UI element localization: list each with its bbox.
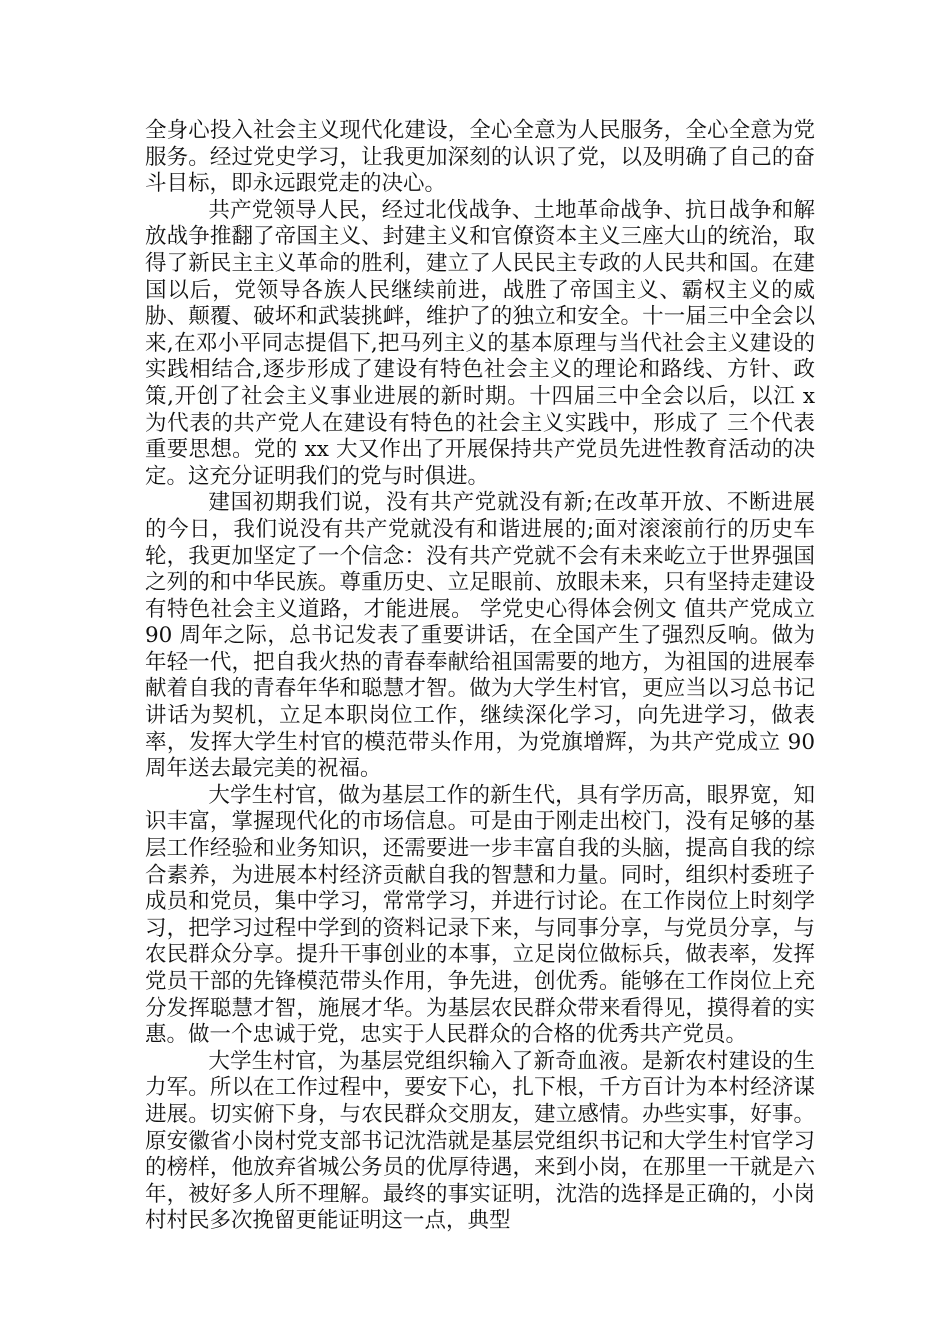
paragraph-2: 共产党领导人民，经过北伐战争、土地革命战争、抗日战争和解放战争推翻了帝国主义、封建主义和官僚资本主义三座大山的统治，取得了新民主主义革命的胜利，建立了人民民主专政的人民共和国。在建国以后，党领导各族人民继续前进，战胜了帝国主义、霸权主义的威胁、颠覆、破坏和武装挑衅，维护了的独立和安全。十一届三中全会以来,在邓小平同志提倡下,把马列主义的基本原理与当代社会主义建设的实践相结合,逐步形成了建设有特色社会主义的理论和路线、方针、政策,开创了社会主义事业进展的新时期。十四届三中全会以后，以江 x 为代表的共产党人在建设有特色的社会主义实践中，形成了 三个代表 重要思想。党的 xx 大又作出了开展保持共产党员先进性教育活动的决定。这充分证明我们的党与时俱进。 bbox=[145, 197, 815, 489]
paragraph-5: 大学生村官，为基层党组织输入了新奇血液。是新农村建设的生力军。所以在工作过程中，要安下心，扎下根，千方百计为本村经济谋进展。切实俯下身，与农民群众交朋友，建立感情。办些实事，好事。原安徽省小岗村党支部书记沈浩就是基层党组织书记和大学生村官学习的榜样，他放弃省城公务员的优厚待遇，来到小岗，在那里一干就是六年，被好多人所不理解。最终的事实证明，沈浩的选择是正确的，小岗村村民多次挽留更能证明这一点，典型 bbox=[145, 1048, 815, 1234]
paragraph-4: 大学生村官，做为基层工作的新生代，具有学历高，眼界宽，知识丰富，掌握现代化的市场信息。可是由于刚走出校门，没有足够的基层工作经验和业务知识，还需要进一步丰富自我的头脑，提高自我的综合素养，为进展本村经济贡献自我的智慧和力量。同时，组织村委班子成员和党员，集中学习，常常学习，并进行讨论。在工作岗位上时刻学习，把学习过程中学到的资料记录下来，与同事分享，与党员分享，与农民群众分享。提升干事创业的本事，立足岗位做标兵，做表率，发挥党员干部的先锋模范带头作用，争先进，创优秀。能够在工作岗位上充分发挥聪慧才智，施展才华。为基层农民群众带来看得见，摸得着的实惠。做一个忠诚于党，忠实于人民群众的合格的优秀共产党员。 bbox=[145, 782, 815, 1048]
paragraph-1: 全身心投入社会主义现代化建设，全心全意为人民服务，全心全意为党服务。经过党史学习，让我更加深刻的认识了党，以及明确了自己的奋斗目标，即永远跟党走的决心。 bbox=[145, 118, 815, 197]
paragraph-3: 建国初期我们说，没有共产党就没有新;在改革开放、不断进展的今日，我们说没有共产党就没有和谐进展的;面对滚滚前行的历史车轮，我更加坚定了一个信念：没有共产党就不会有未来屹立于世界强国之列的和中华民族。尊重历史、立足眼前、放眼未来，只有坚持走建设有特色社会主义道路，才能进展。 学党史心得体会例文 值共产党成立 90 周年之际，总书记发表了重要讲话，在全国产生了强烈反响。做为年轻一代，把自我火热的青春奉献给祖国需要的地方，为祖国的进展奉献着自我的青春年华和聪慧才智。做为大学生村官，更应当以习总书记讲话为契机，立足本职岗位工作，继续深化学习，向先进学习，做表率，发挥大学生村官的模范带头作用，为党旗增辉，为共产党成立 90 周年送去最完美的祝福。 bbox=[145, 490, 815, 782]
document-body bbox=[145, 118, 815, 1235]
